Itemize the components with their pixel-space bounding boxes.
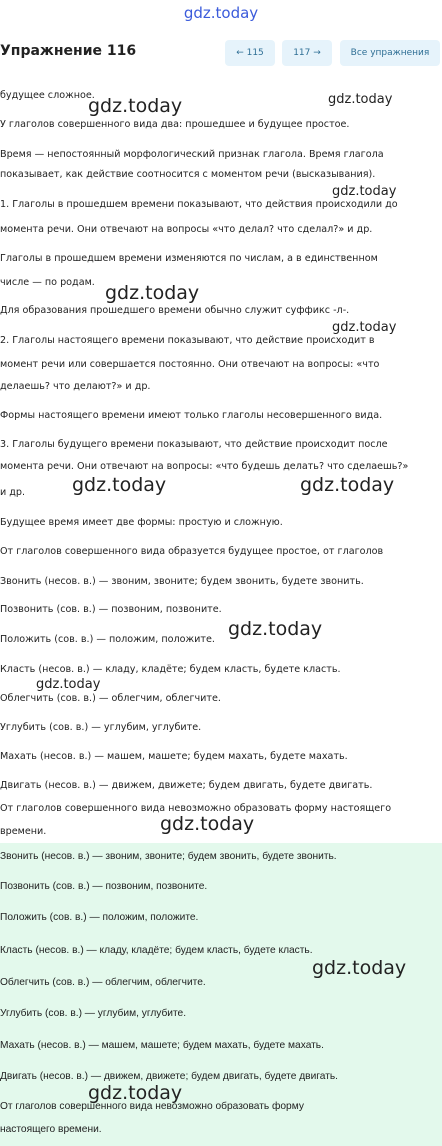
answer-line: Облегчить (сов. в.) — облегчим, облегчите. bbox=[0, 977, 206, 988]
watermark: gdz.today bbox=[228, 618, 323, 640]
answer-line: Позвонить (сов. в.) — позвоним, позвоните. bbox=[0, 881, 208, 892]
text-line: От глаголов совершенного вида образуется будущее простое, от глаголов bbox=[0, 546, 384, 557]
text-line: момент речи или совершается постоянно. Они отвечают на вопросы: «что bbox=[0, 359, 380, 370]
watermark: gdz.today bbox=[160, 813, 255, 835]
text-line: У глаголов совершенного вида два: прошедшее и будущее простое. bbox=[0, 119, 350, 130]
text-line: От глаголов совершенного вида невозможно образовать форму настоящего bbox=[0, 803, 392, 814]
text-line: Глаголы в прошедшем времени изменяются по числам, а в единственном bbox=[0, 253, 378, 264]
watermark: gdz.today bbox=[105, 282, 200, 304]
text-line: показывает, как действие соотносится с моментом речи (высказывания). bbox=[0, 169, 376, 180]
text-line: числе — по родам. bbox=[0, 277, 95, 288]
exercise-header bbox=[0, 40, 442, 68]
watermark: gdz.today bbox=[332, 184, 397, 199]
answer-line: Двигать (несов. в.) — движем, движете; будем двигать, будете двигать. bbox=[0, 1071, 339, 1082]
page-title: Упражнение 116 bbox=[0, 43, 137, 59]
text-line: и др. bbox=[0, 487, 26, 498]
watermark: gdz.today bbox=[36, 677, 101, 692]
answer-line: Углубить (сов. в.) — углубим, углубите. bbox=[0, 1008, 187, 1019]
text-line: делаешь? что делают?» и др. bbox=[0, 381, 151, 392]
text-line: Формы настоящего времени имеют только глаголы несовершенного вида. bbox=[0, 410, 383, 421]
text-line: Двигать (несов. в.) — движем, движете; будем двигать, будете двигать. bbox=[0, 780, 373, 791]
prev-exercise-button[interactable]: ← 115 bbox=[225, 40, 275, 66]
text-line: 3. Глаголы будущего времени показывают, что действие происходит после bbox=[0, 439, 388, 450]
all-exercises-button[interactable]: Все упражнения bbox=[340, 40, 440, 66]
text-line: момента речи. Они отвечают на вопросы: «что будешь делать? что сделаешь?» bbox=[0, 461, 409, 472]
watermark: gdz.today bbox=[300, 474, 395, 496]
answer-line: настоящего времени. bbox=[0, 1124, 102, 1135]
text-line: 1. Глаголы в прошедшем времени показывают, что действия происходили до bbox=[0, 199, 398, 210]
answer-line: Положить (сов. в.) — положим, положите. bbox=[0, 912, 199, 923]
text-line: 2. Глаголы настоящего времени показывают, что действие происходит в bbox=[0, 335, 375, 346]
text-line: Класть (несов. в.) — кладу, кладёте; будем класть, будете класть. bbox=[0, 664, 341, 675]
watermark: gdz.today bbox=[88, 95, 183, 117]
text-line: Махать (несов. в.) — машем, машете; будем махать, будете махать. bbox=[0, 751, 348, 762]
watermark: gdz.today bbox=[88, 1082, 183, 1104]
answer-line: Звонить (несов. в.) — звоним, звоните; будем звонить, будете звонить. bbox=[0, 851, 337, 862]
watermark: gdz.today bbox=[332, 320, 397, 335]
text-line: Для образования прошедшего времени обычно служит суффикс -л-. bbox=[0, 305, 350, 316]
answer-line: Махать (несов. в.) — машем, машете; будем махать, будете махать. bbox=[0, 1040, 324, 1051]
site-logo[interactable]: gdz.today bbox=[183, 4, 259, 22]
text-line: Позвонить (сов. в.) — позвоним, позвоните. bbox=[0, 604, 222, 615]
text-line: Облегчить (сов. в.) — облегчим, облегчите. bbox=[0, 693, 221, 704]
text-line: Время — непостоянный морфологический признак глагола. Время глагола bbox=[0, 149, 384, 160]
text-line: Положить (сов. в.) — положим, положите. bbox=[0, 634, 215, 645]
text-line: Будущее время имеет две формы: простую и сложную. bbox=[0, 517, 283, 528]
answer-line: От глаголов совершенного вида невозможно образовать форму bbox=[0, 1101, 304, 1112]
answer-block bbox=[0, 843, 442, 1146]
text-line: Звонить (несов. в.) — звоним, звоните; будем звонить, будете звонить. bbox=[0, 576, 364, 587]
text-line: будущее сложное. bbox=[0, 90, 95, 101]
text-line: времени. bbox=[0, 826, 47, 837]
next-exercise-button[interactable]: 117 → bbox=[282, 40, 332, 66]
watermark: gdz.today bbox=[312, 957, 407, 979]
text-line: момента речи. Они отвечают на вопросы «что делал? что сделал?» и др. bbox=[0, 224, 373, 235]
watermark: gdz.today bbox=[72, 474, 167, 496]
watermark: gdz.today bbox=[328, 92, 393, 107]
text-line: Углубить (сов. в.) — углубим, углубите. bbox=[0, 722, 202, 733]
answer-line: Класть (несов. в.) — кладу, кладёте; будем класть, будете класть. bbox=[0, 945, 313, 956]
